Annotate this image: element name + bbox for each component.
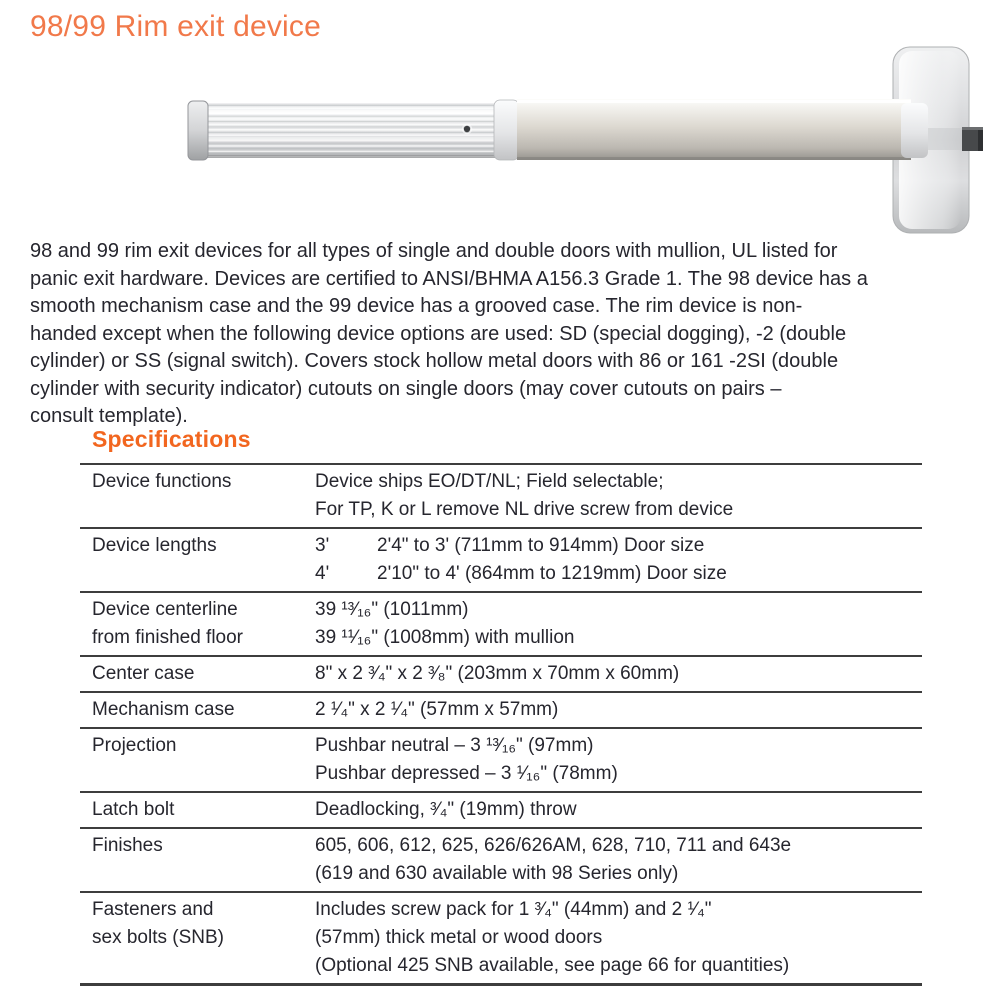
spec-value [315, 532, 922, 588]
spec-row [80, 891, 922, 983]
spec-value-line [315, 952, 922, 980]
spec-row [80, 827, 922, 891]
spec-label-line: Center case [92, 663, 195, 684]
specifications-table [80, 463, 922, 986]
spec-label-line: Device centerline [92, 599, 238, 620]
spec-value-line [315, 860, 922, 888]
spec-value-text: Deadlocking, ³⁄₄" (19mm) throw [315, 799, 577, 820]
spec-value-text: 39 ¹³⁄₁₆" (1011mm) [315, 599, 469, 620]
spec-value-size-prefix: 4' [315, 563, 330, 584]
description-line: consult template). [30, 405, 188, 427]
spec-label-line: sex bolts (SNB) [92, 927, 224, 948]
specifications-heading: Specifications [92, 426, 251, 452]
spec-value [315, 832, 922, 888]
spec-value-text: Device ships EO/DT/NL; Field selectable; [315, 471, 664, 492]
spec-row [80, 591, 922, 655]
spec-label [80, 732, 315, 788]
spec-label [80, 532, 315, 588]
spec-label [80, 596, 315, 652]
spec-value [315, 596, 922, 652]
spec-value-line [315, 896, 922, 924]
spec-value-line [315, 832, 922, 860]
description-line: smooth mechanism case and the 99 device has a grooved case. The rim device is non- [30, 295, 803, 317]
spec-row [80, 727, 922, 791]
spec-row [80, 791, 922, 827]
description-line: 98 and 99 rim exit devices for all types of single and double doors with mullion, UL listed for [30, 240, 838, 262]
spec-value [315, 660, 922, 688]
spec-value-line [315, 624, 922, 652]
spec-label [80, 696, 315, 724]
spec-value-line [315, 596, 922, 624]
description-line: panic exit hardware. Devices are certified to ANSI/BHMA A156.3 Grade 1. The 98 device has a [30, 267, 868, 290]
spec-value-line [315, 732, 922, 760]
device-end-cap [188, 101, 208, 160]
spec-value-line [315, 696, 922, 724]
spec-row [80, 691, 922, 727]
description-line: cylinder with security indicator) cutouts on single doors (may cover cutouts on pairs – [30, 377, 782, 400]
spec-label-line: Fasteners and [92, 899, 214, 920]
spec-label [80, 896, 315, 980]
spec-value-text: (57mm) thick metal or wood doors [315, 927, 603, 948]
spec-label-line: Finishes [92, 835, 163, 856]
spec-label [80, 832, 315, 888]
spec-value [315, 468, 922, 524]
spec-value-text: Pushbar depressed – 3 ¹⁄₁₆" (78mm) [315, 763, 618, 784]
spec-value-text: 605, 606, 612, 625, 626/626AM, 628, 710, 711 and 643e [315, 835, 792, 856]
spec-label [80, 660, 315, 688]
spec-row [80, 527, 922, 591]
spec-value-text: Includes screw pack for 1 ³⁄₄" (44mm) and 2 ¹⁄₄" [315, 899, 712, 920]
spec-label-line: Mechanism case [92, 699, 235, 720]
spec-value-line [315, 760, 922, 788]
spec-value-text: 2'10" to 4' (864mm to 1219mm) Door size [377, 563, 727, 584]
spec-value-line [315, 660, 922, 688]
device-dogging-hole [464, 126, 470, 132]
exit-device-illustration [185, 40, 990, 236]
spec-label-line: Latch bolt [92, 799, 175, 820]
device-rail-collar [494, 100, 519, 160]
spec-row [80, 655, 922, 691]
spec-value-line [315, 532, 922, 560]
spec-value [315, 732, 922, 788]
spec-value-size-prefix: 3' [315, 535, 330, 556]
spec-value [315, 896, 922, 980]
spec-value-text: Pushbar neutral – 3 ¹³⁄₁₆" (97mm) [315, 735, 594, 756]
spec-value-text: (619 and 630 available with 98 Series only) [315, 863, 679, 884]
spec-value-text: 8" x 2 ³⁄₄" x 2 ³⁄₈" (203mm x 70mm x 60mm) [315, 663, 680, 684]
device-cylinder-knob [962, 127, 983, 151]
description-line: handed except when the following device options are used: SD (special dogging), -2 (double [30, 322, 847, 345]
spec-value-line [315, 924, 922, 952]
device-pushbar [462, 99, 911, 160]
spec-value-line [315, 796, 922, 824]
spec-value-text: 2 ¹⁄₄" x 2 ¹⁄₄" (57mm x 57mm) [315, 699, 559, 720]
device-ribbed-rail [188, 101, 497, 160]
device-case-collar [901, 103, 928, 158]
spec-value-text: 2'4" to 3' (711mm to 914mm) Door size [377, 535, 705, 556]
spec-value [315, 796, 922, 824]
spec-value [315, 696, 922, 724]
spec-label-line: Device lengths [92, 535, 217, 556]
spec-label-line: Projection [92, 735, 177, 756]
spec-value-text: (Optional 425 SNB available, see page 66 for quantities) [315, 955, 790, 976]
product-photo-rim-exit-device [185, 40, 990, 236]
spec-label-line: Device functions [92, 471, 232, 492]
spec-label [80, 468, 315, 524]
product-description [30, 238, 868, 431]
spec-label [80, 796, 315, 824]
spec-value-line [315, 468, 922, 496]
spec-row [80, 463, 922, 527]
description-line: cylinder) or SS (signal switch). Covers stock hollow metal doors with 86 or 161 -2SI (double [30, 350, 839, 372]
spec-value-text: For TP, K or L remove NL drive screw from device [315, 499, 734, 520]
spec-value-line [315, 496, 922, 524]
page-title: 98/99 Rim exit device [30, 10, 322, 43]
spec-value-line [315, 560, 922, 588]
spec-value-text: 39 ¹¹⁄₁₆" (1008mm) with mullion [315, 627, 575, 648]
spec-label-line: from finished floor [92, 627, 244, 648]
